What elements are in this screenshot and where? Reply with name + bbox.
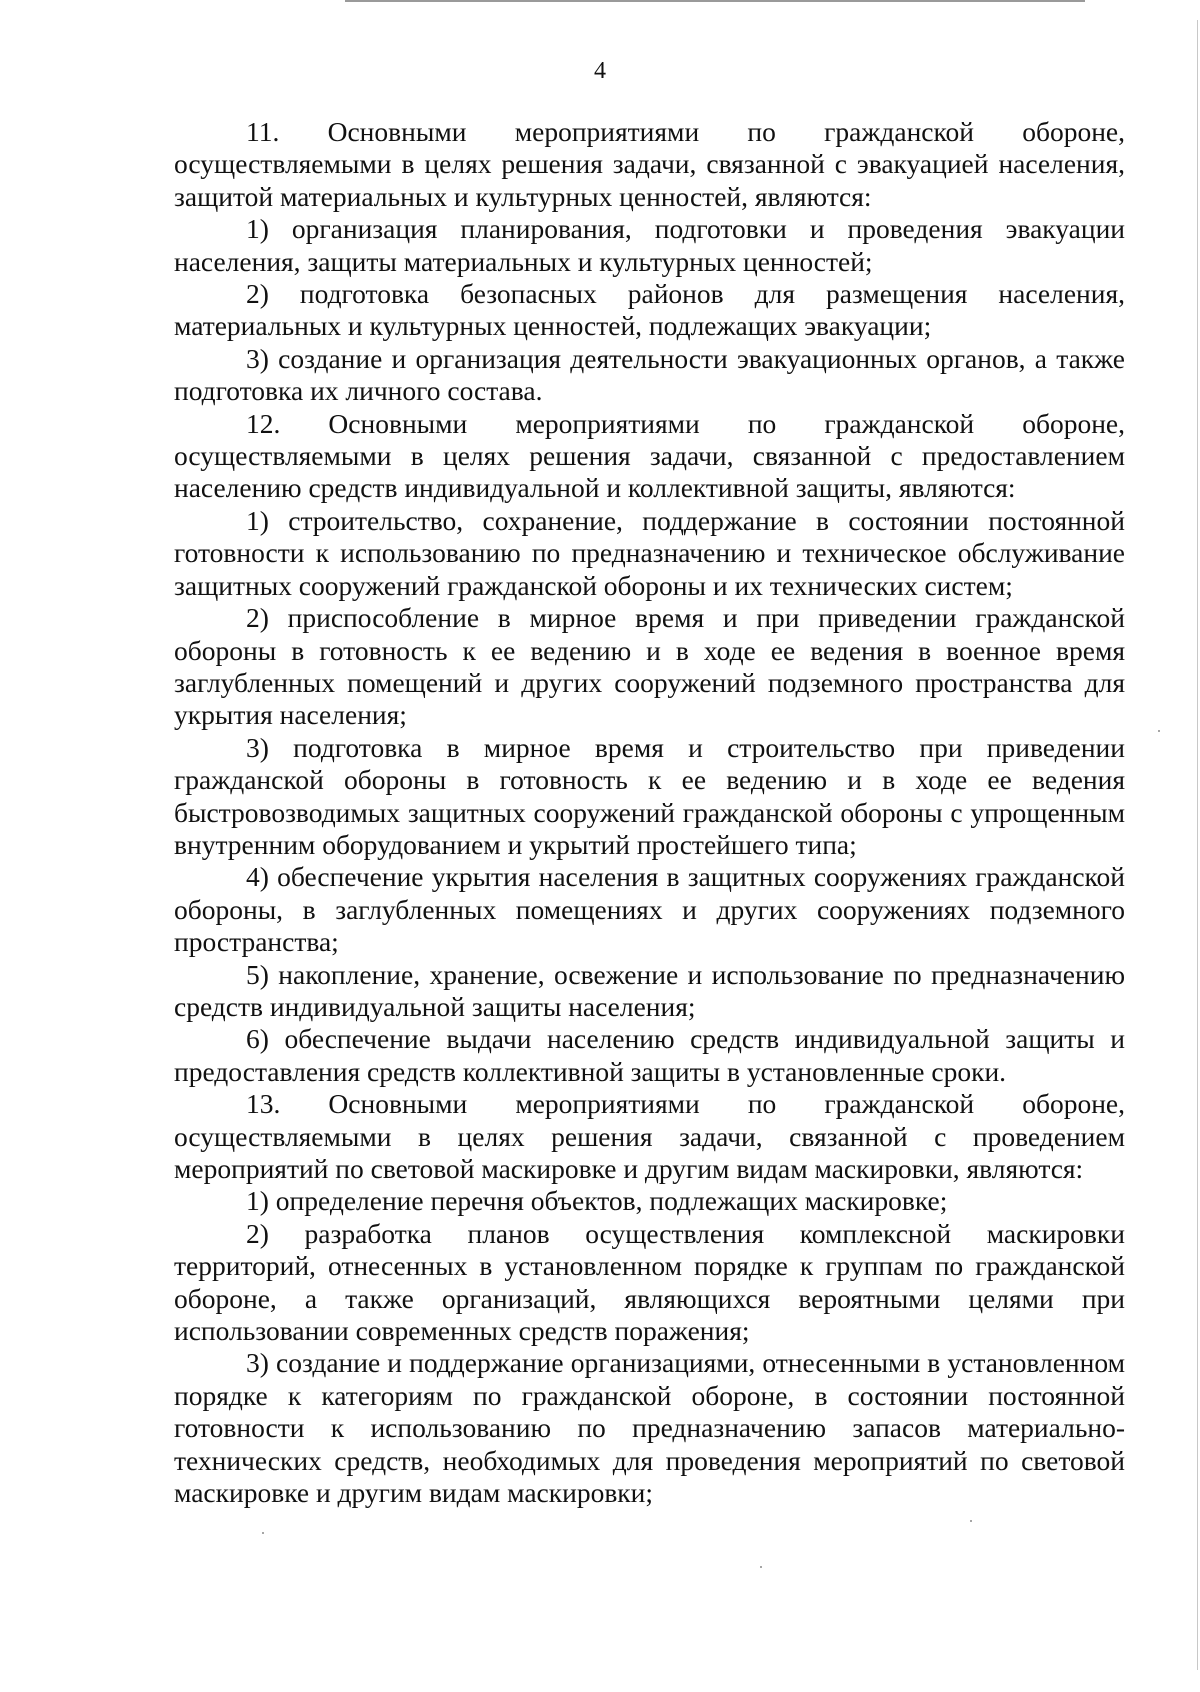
list-item-11-1: 1) организация планирования, подготовки и проведения эвакуации населения, защиты материальных и культурных ценностей; xyxy=(174,213,1125,277)
paragraph-11: 11. Основными мероприятиями по гражданской обороне, осуществляемыми в целях решения задачи, связанной с эвакуацией населения, защитой материальных и культурных ценностей, являются: xyxy=(174,116,1125,212)
list-item-12-4: 4) обеспечение укрытия населения в защитных сооружениях гражданской обороны, в заглубленных помещениях и других сооружениях подземного пространства; xyxy=(174,861,1125,958)
list-item-11-2: 2) подготовка безопасных районов для размещения населения, материальных и культурных ценностей, подлежащих эвакуации; xyxy=(174,278,1125,342)
scan-edge-line xyxy=(345,0,1085,2)
scan-speck xyxy=(1158,730,1160,732)
scan-speck xyxy=(760,1566,762,1568)
scan-edge-line xyxy=(1197,20,1198,1670)
list-item-12-2: 2) приспособление в мирное время и при приведении гражданской обороны в готовность к ее ведению и в ходе ее ведения в военное время заглубленных помещений и других сооружений подземного пространства для укрытия населения; xyxy=(174,602,1125,731)
paragraph-13: 13. Основными мероприятиями по гражданской обороне, осуществляемыми в целях решения задачи, связанной с проведением мероприятий по световой маскировке и другим видам маскировки, являются: xyxy=(174,1088,1125,1184)
list-item-12-5: 5) накопление, хранение, освежение и использование по предназначению средств индивидуальной защиты населения; xyxy=(174,958,1125,1022)
page-number: 4 xyxy=(594,58,606,84)
list-item-13-2: 2) разработка планов осуществления комплексной маскировки территорий, отнесенных в установленном порядке к группам по гражданской обороне, а также организаций, являющихся вероятными целями при использовании современных средств поражения; xyxy=(174,1217,1125,1347)
list-item-13-1: 1) определение перечня объектов, подлежащих маскировке; xyxy=(246,1185,948,1217)
list-item-12-1: 1) строительство, сохранение, поддержание в состоянии постоянной готовности к использованию по предназначению и техническое обслуживание защитных сооружений гражданской обороны и их технических систем; xyxy=(174,504,1125,601)
list-item-11-3: 3) создание и организация деятельности эвакуационных органов, а также подготовка их личного состава. xyxy=(174,342,1125,407)
scan-speck xyxy=(262,1532,264,1534)
document-body xyxy=(174,116,1125,1509)
list-item-13-3: 3) создание и поддержание организациями, отнесенными в установленном порядке к категориям по гражданской обороне, в состоянии постоянной готовности к использованию по предназначению запасов материально-технических средств, необходимых для проведения мероприятий по световой маскировке и другим видам маскировки; xyxy=(174,1347,1125,1509)
scan-speck xyxy=(970,1520,972,1522)
list-item-12-6: 6) обеспечение выдачи населению средств индивидуальной защиты и предоставления средств коллективной защиты в установленные сроки. xyxy=(174,1023,1125,1087)
list-item-12-3: 3) подготовка в мирное время и строительство при приведении гражданской обороны в готовность к ее ведению и в ходе ее ведения быстровозводимых защитных сооружений гражданской обороны с упрощенным внутренним оборудованием и укрытий простейшего типа; xyxy=(174,731,1125,860)
paragraph-12: 12. Основными мероприятиями по гражданской обороне, осуществляемыми в целях решения задачи, связанной с предоставлением населению средств индивидуальной и коллективной защиты, являются: xyxy=(174,407,1125,504)
